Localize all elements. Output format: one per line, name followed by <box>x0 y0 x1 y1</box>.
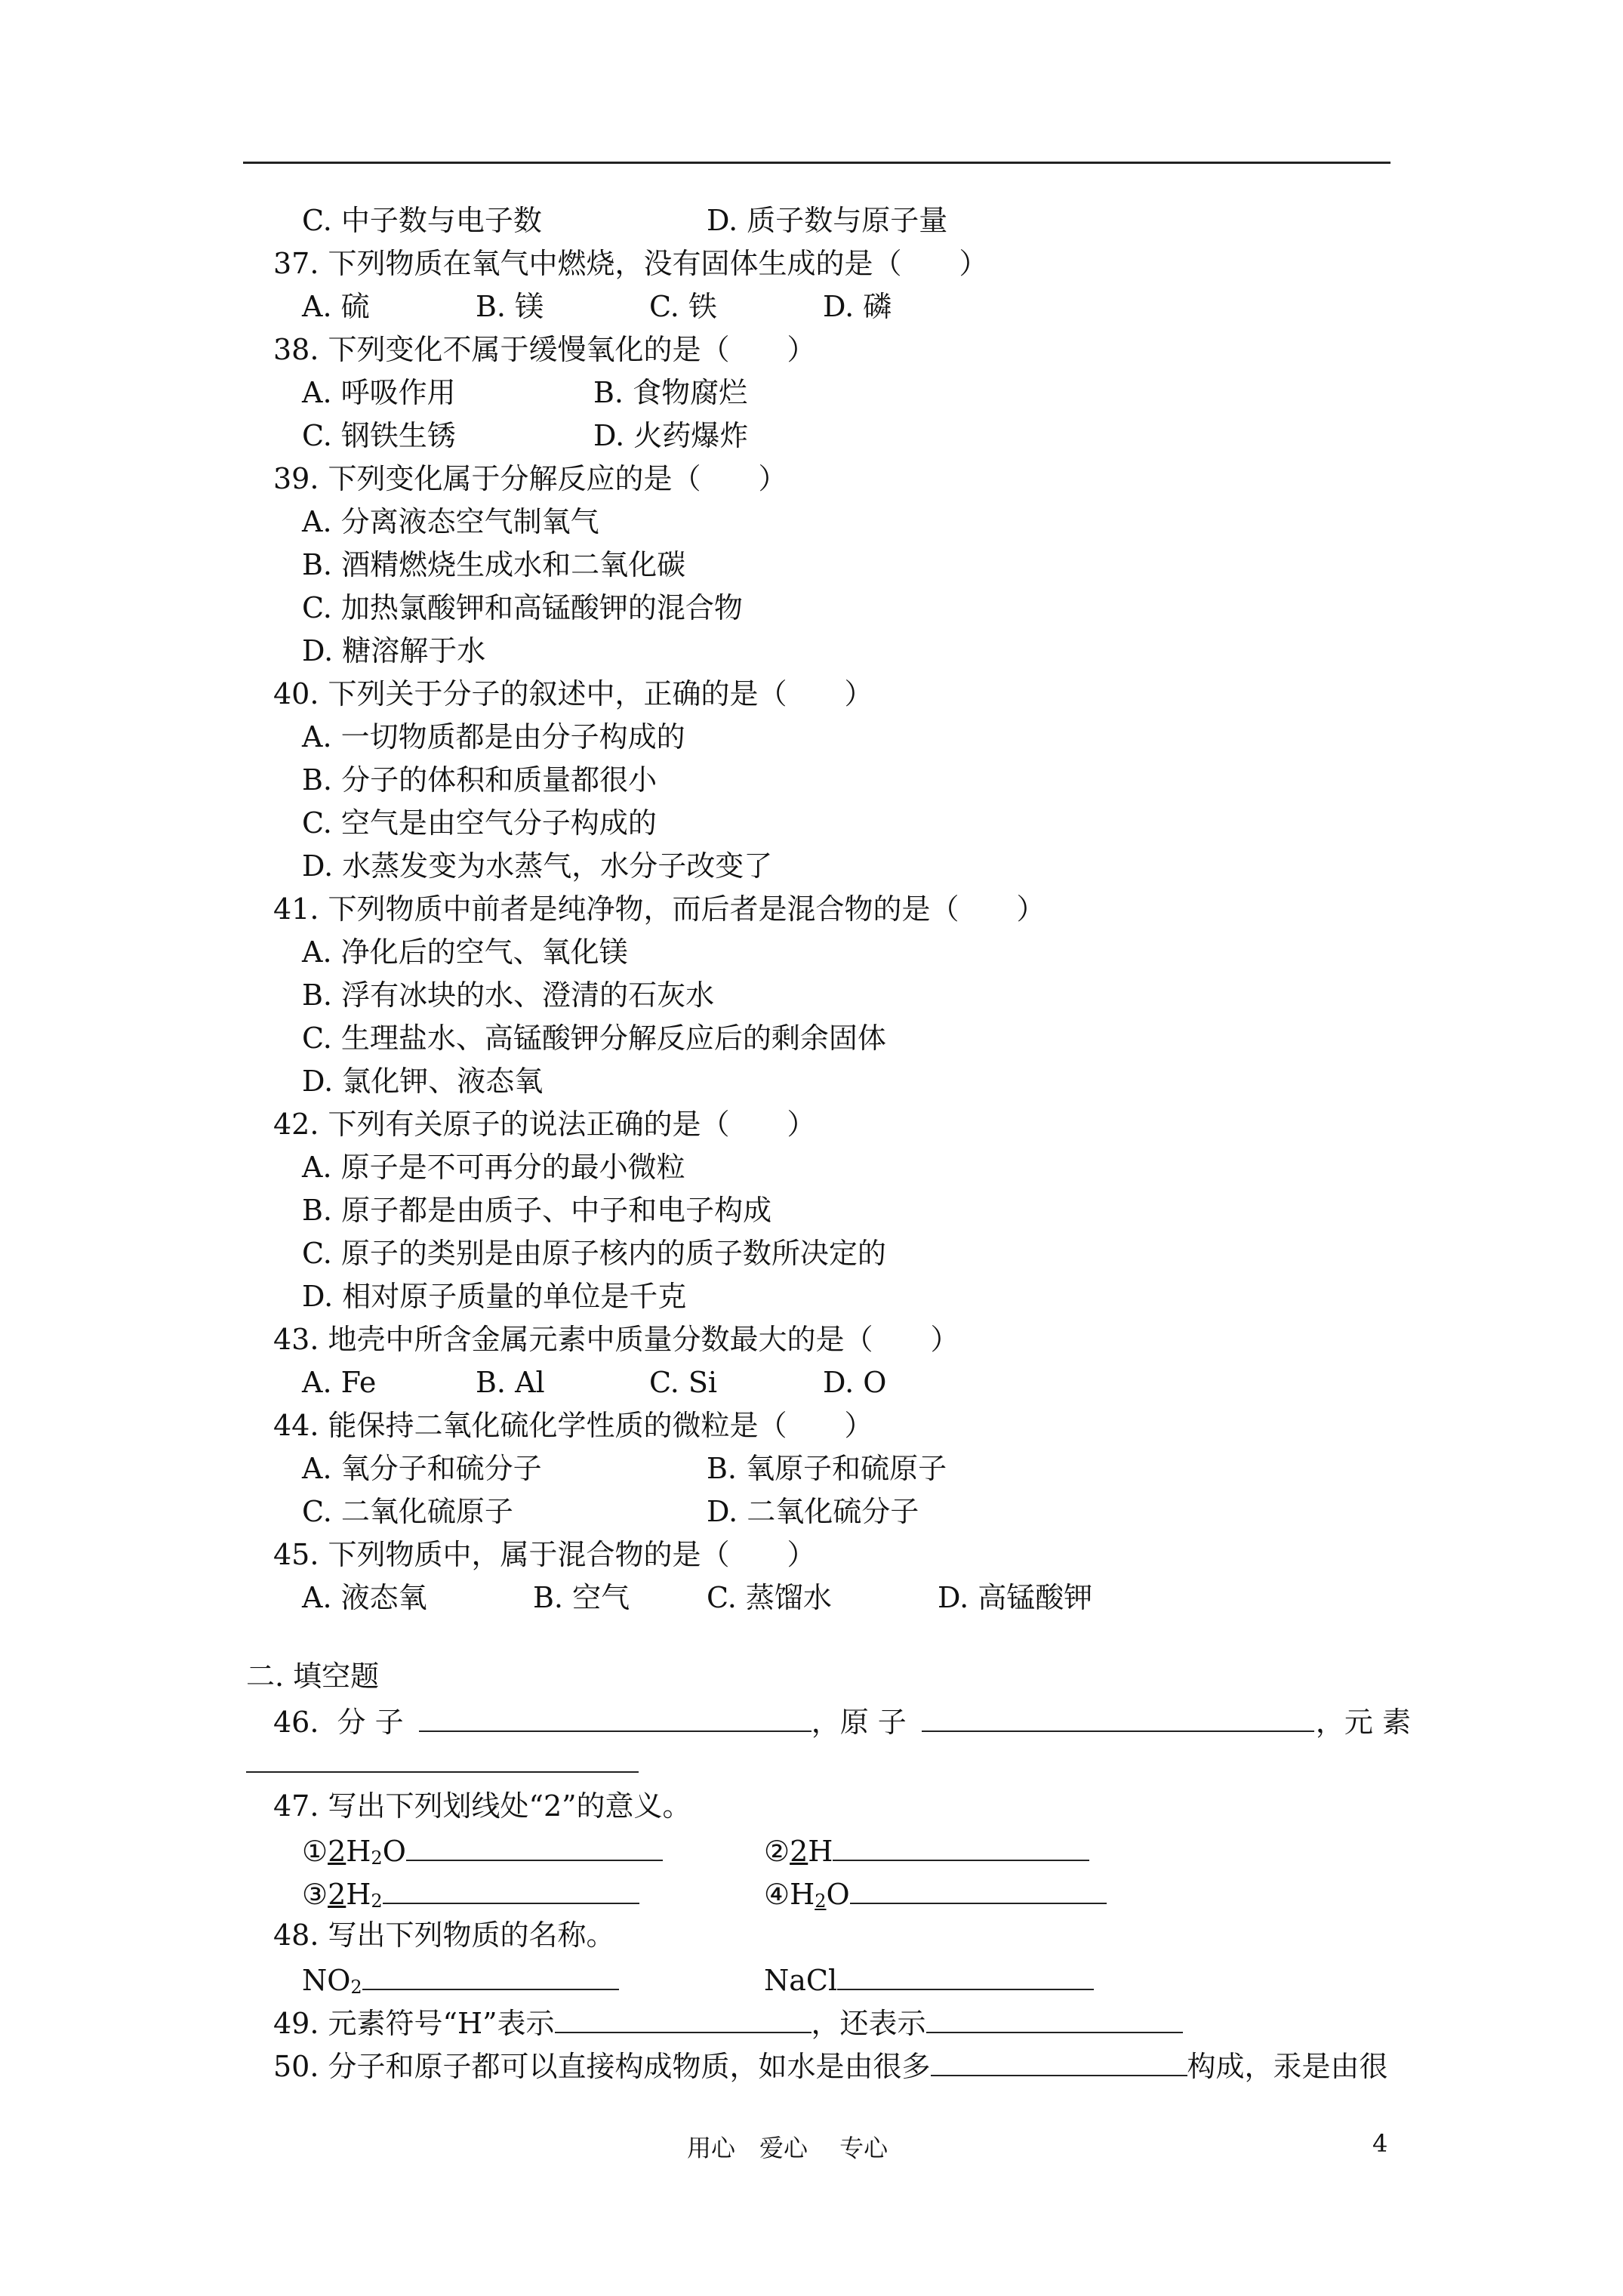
question-43: 43. 地壳中所含金属元素中质量分数最大的是（ ） <box>273 1323 959 1356</box>
option-42a: A. 原子是不可再分的最小微粒 <box>302 1151 685 1184</box>
question-37: 37. 下列物质在氧气中燃烧，没有固体生成的是（ ） <box>273 247 988 280</box>
q47-item-4: $④H_2O$ <box>764 1875 1107 1911</box>
option-45c: C. 蒸馏水 <box>707 1581 832 1614</box>
option-44b: B. 氧原子和硫原子 <box>707 1452 947 1485</box>
question-48: 48. 写出下列物质的名称。 <box>273 1918 615 1952</box>
q48-item-nacl: NaCl <box>764 1962 1094 1997</box>
q46-element-blank[interactable] <box>246 1744 639 1773</box>
question-47: 47. 写出下列划线处“2”的意义。 <box>273 1789 691 1823</box>
option-42c: C. 原子的类别是由原子核内的质子数所决定的 <box>302 1237 886 1270</box>
page-number: 4 <box>1372 2129 1388 2158</box>
section-title: 二. 填空题 <box>246 1660 380 1693</box>
q46-atom-label: ，原 子 <box>811 1706 907 1739</box>
question-44: 44. 能保持二氧化硫化学性质的微粒是（ ） <box>273 1409 873 1442</box>
option-37c: C. 铁 <box>649 290 717 323</box>
option-43a: A. Fe <box>302 1366 377 1399</box>
option-43d: D. O <box>823 1366 887 1399</box>
option-39d: D. 糖溶解于水 <box>302 634 486 667</box>
option-43c: C. Si <box>649 1366 718 1399</box>
q48-blank-2[interactable] <box>837 1962 1094 1990</box>
option-41d: D. 氯化钾、液态氧 <box>302 1065 544 1098</box>
q46-number: 46. <box>273 1706 319 1739</box>
option-39b: B. 酒精燃烧生成水和二氧化碳 <box>302 548 686 581</box>
q49-blank-2[interactable] <box>926 2005 1183 2033</box>
q48-blank-1[interactable] <box>362 1962 619 1990</box>
option-38c: C. 钢铁生锈 <box>302 419 456 452</box>
footer-motto: 用心 爱心 专心 <box>687 2134 888 2162</box>
option-37a: A. 硫 <box>302 290 370 323</box>
option-39c: C. 加热氯酸钾和高锰酸钾的混合物 <box>302 591 743 624</box>
option-37d: D. 磷 <box>823 290 892 323</box>
option-39a: A. 分离液态空气制氧气 <box>302 505 599 538</box>
option-45b: B. 空气 <box>533 1581 630 1614</box>
option-40c: C. 空气是由空气分子构成的 <box>302 806 657 840</box>
q47-blank-1[interactable] <box>406 1832 663 1861</box>
q47-item-3: $③2H_2$ <box>302 1875 639 1911</box>
q47-item-2: ②2H <box>764 1832 1089 1868</box>
option-45d: D. 高锰酸钾 <box>938 1581 1093 1614</box>
q46-element-label: ，元 素 <box>1315 1706 1411 1739</box>
q49-blank-1[interactable] <box>555 2005 812 2033</box>
option-42b: B. 原子都是由质子、中子和电子构成 <box>302 1194 772 1227</box>
option-36c: C. 中子数与电子数 <box>302 204 542 237</box>
question-45: 45. 下列物质中，属于混合物的是（ ） <box>273 1538 816 1571</box>
q47-blank-3[interactable] <box>383 1875 639 1904</box>
header-rule <box>243 162 1390 164</box>
option-38b: B. 食物腐烂 <box>593 376 748 409</box>
q46-atom-blank[interactable] <box>922 1703 1314 1732</box>
question-38: 38. 下列变化不属于缓慢氧化的是（ ） <box>273 333 816 366</box>
option-40a: A. 一切物质都是由分子构成的 <box>302 720 685 754</box>
q47-item-1: $①2H_2O$ <box>302 1832 663 1868</box>
option-41a: A. 净化后的空气、氧化镁 <box>302 935 628 969</box>
option-40d: D. 水蒸发变为水蒸气，水分子改变了 <box>302 849 773 883</box>
q47-blank-4[interactable] <box>850 1875 1107 1904</box>
option-41c: C. 生理盐水、高锰酸钾分解反应后的剩余固体 <box>302 1022 886 1055</box>
option-40b: B. 分子的体积和质量都很小 <box>302 763 658 797</box>
q50-blank-1[interactable] <box>931 2048 1187 2076</box>
q47-blank-2[interactable] <box>833 1832 1089 1861</box>
q46-molecule-label: 分 子 <box>337 1706 404 1739</box>
option-45a: A. 液态氧 <box>302 1581 427 1614</box>
question-39: 39. 下列变化属于分解反应的是（ ） <box>273 462 787 495</box>
q48-item-no2: $NO_2$ <box>302 1962 619 1997</box>
question-46 <box>273 1703 1411 1739</box>
option-44a: A. 氧分子和硫分子 <box>302 1452 542 1485</box>
option-41b: B. 浮有冰块的水、澄清的石灰水 <box>302 978 715 1012</box>
option-43b: B. Al <box>476 1366 545 1399</box>
question-50: 50. 分子和原子都可以直接构成物质，如水是由很多 构成，汞是由很 <box>273 2048 1388 2083</box>
option-38d: D. 火药爆炸 <box>593 419 749 452</box>
option-44d: D. 二氧化硫分子 <box>707 1495 919 1528</box>
question-41: 41. 下列物质中前者是纯净物，而后者是混合物的是（ ） <box>273 892 1046 926</box>
option-37b: B. 镁 <box>476 290 544 323</box>
question-40: 40. 下列关于分子的叙述中，正确的是（ ） <box>273 677 873 710</box>
question-49: 49. 元素符号“H”表示 ，还表示 <box>273 2005 1183 2040</box>
option-38a: A. 呼吸作用 <box>302 376 456 409</box>
option-44c: C. 二氧化硫原子 <box>302 1495 513 1528</box>
option-42d: D. 相对原子质量的单位是千克 <box>302 1280 687 1313</box>
option-36d: D. 质子数与原子量 <box>707 204 948 237</box>
question-42: 42. 下列有关原子的说法正确的是（ ） <box>273 1108 816 1141</box>
q46-molecule-blank[interactable] <box>419 1703 812 1732</box>
